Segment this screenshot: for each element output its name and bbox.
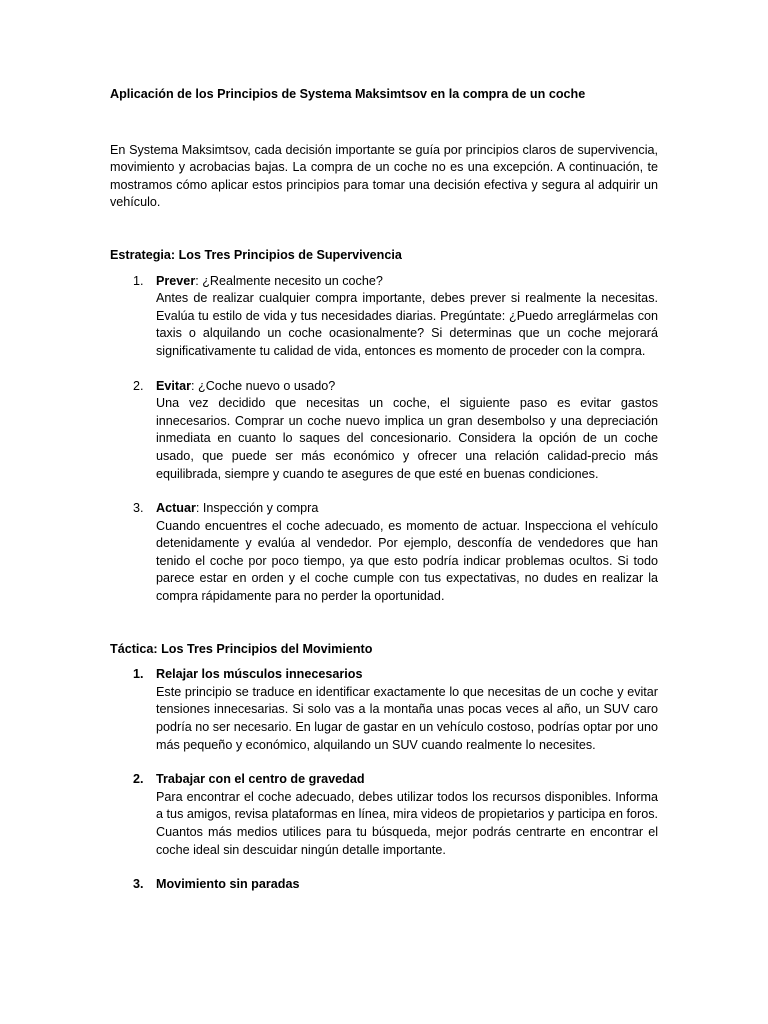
item-number: 2.	[133, 378, 144, 393]
tactics-list	[110, 666, 658, 894]
item-heading	[156, 273, 658, 291]
item-body: Antes de realizar cualquier compra importante, debes prever si realmente la necesitas. Evalúa tu estilo de vida y tus necesidades diarias. Pregúntate: ¿Puedo arreglármelas con taxis o alquilando un coche ocasionalmente? Si determinas que un coche mejorará significativamente tu calidad de vida, entonces es momento de proceder con la compra.	[156, 291, 658, 358]
list-item	[110, 273, 658, 361]
item-keyword: Relajar los músculos innecesarios	[156, 667, 363, 682]
intro-paragraph: En Systema Maksimtsov, cada decisión importante se guía por principios claros de supervivencia, movimiento y acrobacias bajas. La compra de un coche no es una excepción. A continuación, te mostramos cómo aplicar estos principios para tomar una decisión efectiva y segura al adquirir un vehículo.	[110, 142, 658, 210]
item-number: 3.	[133, 501, 144, 516]
item-keyword: Trabajar con el centro de gravedad	[156, 772, 365, 787]
item-number: 1.	[133, 667, 144, 682]
item-heading	[156, 378, 658, 396]
item-subtitle: : Inspección y compra	[195, 501, 319, 516]
section-spacer	[110, 623, 658, 641]
item-body: Este principio se traduce en identificar exactamente lo que necesitas de un coche y evitar tensiones innecesarias. Si solo vas a la montaña unas pocas veces al año, un SUV caro podría no ser necesario. En lugar de gastar en un vehículo costoso, podrías optar por uno más pequeño y económico, alquilando un SUV cuando realmente lo necesites.	[156, 684, 658, 752]
item-keyword: Evitar	[156, 378, 192, 393]
item-number: 3.	[133, 877, 144, 892]
item-number: 1.	[133, 273, 144, 288]
item-body: Una vez decidido que necesitas un coche, el siguiente paso es evitar gastos innecesarios. Comprar un coche nuevo implica un gran desembolso y una depreciación inmediata en cuanto lo saques del concesionario. Considera la opción de un coche usado, que puede ser más económico y ofrecer una relación calidad-precio más equilibrada, siempre y cuando te asegures de que esté en buenas condiciones.	[156, 396, 658, 481]
list-item	[110, 500, 658, 606]
document-content	[110, 86, 658, 911]
item-keyword: Actuar	[156, 501, 196, 516]
list-item	[110, 876, 658, 894]
item-number: 2.	[133, 772, 144, 787]
document-title: Aplicación de los Principios de Systema Maksimtsov en la compra de un coche	[110, 87, 586, 101]
item-body: Para encontrar el coche adecuado, debes utilizar todos los recursos disponibles. Informa a tus amigos, revisa plataformas en línea, mira videos de propietarios y participa en foros. Cuantos más medios utilices para tu búsqueda, mejor podrás centrarte en encontrar el coche ideal sin descuidar ningún detalle importante.	[156, 789, 658, 857]
item-heading	[156, 500, 658, 518]
item-keyword: Movimiento sin paradas	[156, 877, 300, 892]
item-heading	[156, 666, 658, 684]
strategy-list	[110, 273, 658, 606]
list-item	[110, 666, 658, 754]
item-subtitle: : ¿Coche nuevo o usado?	[191, 378, 336, 393]
section-title-tactics: Táctica: Los Tres Principios del Movimiento	[110, 641, 373, 656]
item-subtitle: : ¿Realmente necesito un coche?	[195, 273, 383, 288]
section-title-strategy: Estrategia: Los Tres Principios de Supervivencia	[110, 247, 402, 262]
list-item	[110, 771, 658, 859]
item-keyword: Prever	[156, 273, 196, 288]
item-body: Cuando encuentres el coche adecuado, es momento de actuar. Inspecciona el vehículo detenidamente y evalúa al vendedor. Por ejemplo, desconfía de vendedores que han tenido el coche por poco tiempo, ya que esto podría indicar problemas ocultos. Si todo parece estar en orden y el coche cumple con tus expectativas, no dudes en realizar la compra rápidamente para no perder la oportunidad.	[156, 518, 658, 604]
list-item	[110, 378, 658, 484]
item-heading	[156, 876, 658, 894]
item-heading	[156, 771, 658, 789]
